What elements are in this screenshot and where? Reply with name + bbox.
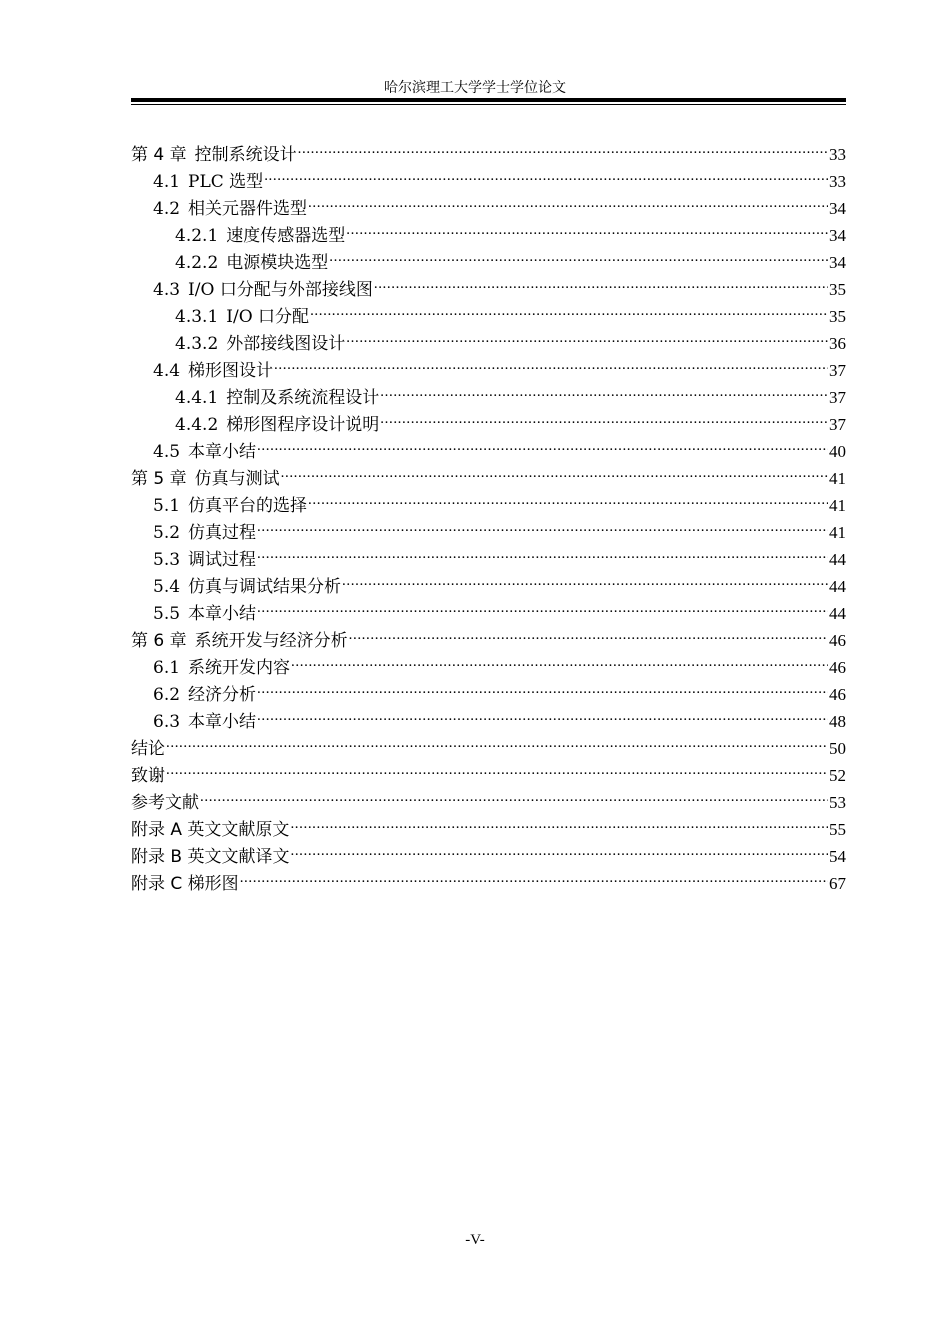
- toc-entry-title: 附录 C 梯形图: [131, 874, 239, 894]
- toc-entry-title: 本章小结: [188, 712, 257, 732]
- toc-dot-leader: [291, 646, 828, 673]
- toc-entry-page: 67: [829, 874, 846, 893]
- toc-entry[interactable]: [131, 133, 846, 165]
- toc-dot-leader: [308, 187, 828, 214]
- header-rule-thick: [131, 98, 846, 102]
- table-of-contents: [131, 133, 846, 894]
- toc-entry-number: 6.3: [153, 712, 181, 732]
- toc-entry-title: 相关元器件选型: [188, 199, 308, 219]
- toc-entry-title: 系统开发内容: [188, 658, 291, 678]
- toc-dot-leader: [257, 538, 828, 565]
- toc-entry[interactable]: [131, 754, 846, 786]
- toc-dot-leader: [310, 295, 828, 322]
- toc-entry-page: 41: [829, 469, 846, 488]
- toc-entry-page: 48: [829, 712, 846, 731]
- toc-entry-page: 55: [829, 820, 846, 839]
- toc-entry-title: 外部接线图设计: [226, 334, 346, 354]
- toc-entry[interactable]: [131, 727, 846, 759]
- toc-entry-title: PLC 选型: [188, 172, 264, 192]
- toc-entry-number: 6.2: [153, 685, 181, 705]
- toc-entry-page: 44: [829, 577, 846, 596]
- page-number: -V-: [465, 1232, 485, 1248]
- toc-entry-page: 46: [829, 685, 846, 704]
- toc-dot-leader: [257, 592, 828, 619]
- toc-entry-page: 50: [829, 739, 846, 758]
- toc-entry-title: 控制系统设计: [194, 145, 297, 165]
- toc-entry-page: 37: [829, 388, 846, 407]
- toc-entry-page: 35: [829, 280, 846, 299]
- toc-entry-number: 4.3.1: [175, 307, 219, 327]
- toc-entry-number: 4.4.2: [175, 415, 219, 435]
- toc-entry-page: 34: [829, 226, 846, 245]
- toc-entry-page: 44: [829, 604, 846, 623]
- toc-entry-number: 4.1: [153, 172, 181, 192]
- toc-entry-number: 6.1: [153, 658, 181, 678]
- toc-entry-page: 33: [829, 145, 846, 164]
- toc-entry-number: 第 5 章: [131, 469, 187, 489]
- toc-entry-number: 4.2.1: [175, 226, 219, 246]
- toc-entry-page: 34: [829, 199, 846, 218]
- toc-entry-title: 系统开发与经济分析: [194, 631, 348, 651]
- toc-dot-leader: [200, 781, 828, 808]
- toc-dot-leader: [380, 376, 828, 403]
- toc-dot-leader: [166, 727, 828, 754]
- toc-entry-title: 本章小结: [188, 604, 257, 624]
- toc-entry-page: 36: [829, 334, 846, 353]
- toc-entry-number: 5.5: [153, 604, 181, 624]
- toc-entry-title: 经济分析: [188, 685, 257, 705]
- toc-dot-leader: [264, 160, 828, 187]
- toc-dot-leader: [281, 457, 828, 484]
- toc-entry-number: 5.4: [153, 577, 181, 597]
- toc-entry-page: 52: [829, 766, 846, 785]
- toc-entry-title: 附录 A 英文文献原文: [131, 820, 290, 840]
- toc-entry-number: 第 6 章: [131, 631, 187, 651]
- toc-entry-title: I/O 口分配: [226, 307, 310, 327]
- toc-entry-page: 53: [829, 793, 846, 812]
- toc-entry-title: 电源模块选型: [226, 253, 329, 273]
- toc-dot-leader: [257, 430, 828, 457]
- toc-entry-page: 46: [829, 631, 846, 650]
- toc-entry-title: 梯形图程序设计说明: [226, 415, 380, 435]
- toc-entry-title: 仿真平台的选择: [188, 496, 308, 516]
- toc-dot-leader: [166, 754, 828, 781]
- toc-entry-page: 33: [829, 172, 846, 191]
- toc-dot-leader: [257, 511, 828, 538]
- toc-dot-leader: [349, 619, 828, 646]
- toc-entry-title: 调试过程: [188, 550, 257, 570]
- toc-entry-page: 37: [829, 415, 846, 434]
- toc-entry-title: 仿真与测试: [194, 469, 280, 489]
- toc-entry-title: 本章小结: [188, 442, 257, 462]
- toc-entry-title: 速度传感器选型: [226, 226, 346, 246]
- toc-dot-leader: [290, 835, 828, 862]
- toc-entry-number: 4.4: [153, 361, 181, 381]
- toc-entry-page: 41: [829, 496, 846, 515]
- toc-entry-page: 37: [829, 361, 846, 380]
- toc-dot-leader: [257, 673, 828, 700]
- toc-dot-leader: [374, 268, 828, 295]
- toc-entry-number: 4.5: [153, 442, 181, 462]
- toc-entry-number: 4.2: [153, 199, 181, 219]
- toc-entry[interactable]: [131, 808, 846, 840]
- toc-entry-title: 梯形图设计: [188, 361, 274, 381]
- toc-dot-leader: [308, 484, 828, 511]
- toc-entry-title: 致谢: [131, 766, 165, 786]
- toc-entry-title: 仿真与调试结果分析: [188, 577, 342, 597]
- toc-entry-page: 40: [829, 442, 846, 461]
- toc-entry-title: 仿真过程: [188, 523, 257, 543]
- toc-entry-number: 5.3: [153, 550, 181, 570]
- toc-entry-page: 34: [829, 253, 846, 272]
- toc-entry-title: 结论: [131, 739, 165, 759]
- toc-dot-leader: [342, 565, 828, 592]
- toc-entry-title: I/O 口分配与外部接线图: [188, 280, 373, 300]
- toc-entry-page: 41: [829, 523, 846, 542]
- toc-entry-title: 附录 B 英文文献译文: [131, 847, 290, 867]
- running-header: 哈尔滨理工大学学士学位论文: [384, 80, 566, 96]
- toc-dot-leader: [298, 133, 828, 160]
- toc-entry-page: 54: [829, 847, 846, 866]
- toc-dot-leader: [257, 700, 828, 727]
- toc-entry-number: 5.2: [153, 523, 181, 543]
- toc-entry-number: 第 4 章: [131, 145, 187, 165]
- toc-dot-leader: [380, 403, 828, 430]
- toc-entry-title: 控制及系统流程设计: [226, 388, 380, 408]
- header-rule-thin: [131, 104, 846, 105]
- toc-dot-leader: [290, 808, 828, 835]
- toc-entry-number: 5.1: [153, 496, 181, 516]
- toc-dot-leader: [240, 862, 828, 889]
- toc-entry-page: 44: [829, 550, 846, 569]
- toc-dot-leader: [346, 322, 828, 349]
- toc-entry-title: 参考文献: [131, 793, 199, 813]
- toc-dot-leader: [346, 214, 828, 241]
- toc-dot-leader: [329, 241, 828, 268]
- toc-entry-number: 4.4.1: [175, 388, 219, 408]
- toc-entry-page: 35: [829, 307, 846, 326]
- toc-entry[interactable]: [131, 781, 846, 813]
- toc-entry-page: 46: [829, 658, 846, 677]
- toc-entry-number: 4.3.2: [175, 334, 219, 354]
- toc-entry-number: 4.2.2: [175, 253, 219, 273]
- toc-dot-leader: [274, 349, 828, 376]
- toc-entry-number: 4.3: [153, 280, 181, 300]
